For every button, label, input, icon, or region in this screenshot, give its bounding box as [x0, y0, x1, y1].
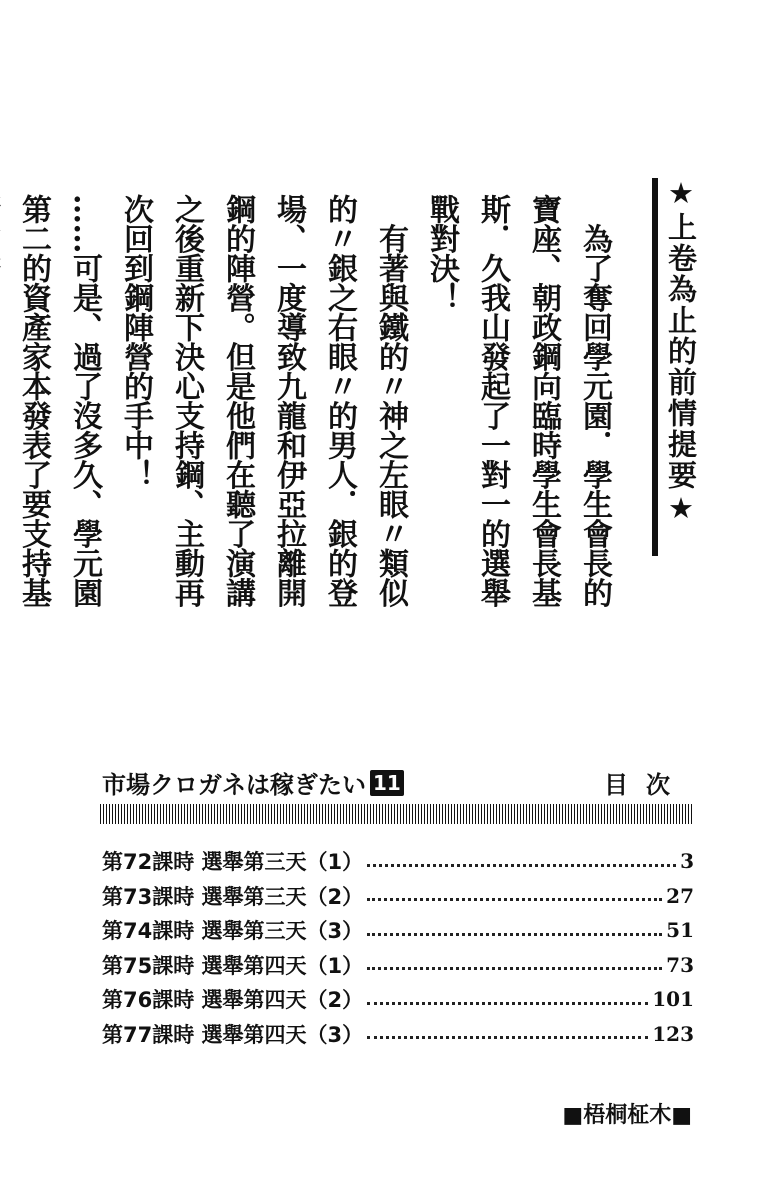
book-title-text: 市場クロガネは稼ぎたい [102, 771, 366, 799]
toc-label: 目次 [604, 771, 688, 799]
book-title [102, 765, 404, 800]
toc-entry[interactable] [102, 1017, 694, 1052]
heading-rule [652, 178, 658, 556]
summary-paragraph: ……可是、過了沒多久、學元園第二的資產家本發表了要支持基 [16, 194, 102, 607]
page-number: 3 [680, 849, 694, 874]
chapter-title: 第76課時 選舉第四天（2） [102, 988, 364, 1013]
chapter-title: 第74課時 選舉第三天（3） [102, 919, 364, 944]
chapter-title: 第72課時 選舉第三天（1） [102, 850, 364, 875]
page-number: 101 [652, 987, 694, 1012]
leader-dots [367, 967, 662, 970]
page-number: 123 [652, 1021, 694, 1046]
toc-entry[interactable] [102, 844, 694, 879]
leader-dots [367, 1002, 648, 1005]
toc-entry[interactable] [102, 948, 694, 983]
summary-heading: ★上卷為止的前情提要★ [664, 176, 698, 527]
toc-list [102, 844, 694, 1051]
toc-entry[interactable] [102, 879, 694, 914]
chapter-title: 第77課時 選舉第四天（3） [102, 1022, 364, 1047]
summary-paragraph: 為了奪回學元園．學生會長的寶座、朝政鋼向臨時學生會長基斯．久我山發起了一對一的選舉戰對決！ [424, 194, 612, 607]
summary-paragraph: 有著與鐵的〃神之左眼〃類似的〃銀之右眼〃的男人．銀的登場、一度導致九龍和伊亞拉離開鋼的陣營。但是他們在聽了演講之後重新下決心支持鋼、主動再次回到鋼陣營的手中！ [118, 194, 408, 607]
chapter-title: 第73課時 選舉第三天（2） [102, 884, 364, 909]
leader-dots [367, 864, 676, 867]
page-number: 51 [666, 918, 694, 943]
page-number: 27 [666, 883, 694, 908]
toc-entry[interactable] [102, 913, 694, 948]
author-name: ■梧桐柾木■ [562, 1103, 692, 1128]
page-number: 73 [666, 952, 694, 977]
leader-dots [367, 1036, 648, 1039]
chapter-title: 第75課時 選舉第四天（1） [102, 953, 364, 978]
toc-header [102, 765, 694, 799]
leader-dots [367, 933, 662, 936]
story-summary [0, 194, 620, 634]
hatched-divider [100, 804, 694, 824]
leader-dots [367, 898, 662, 901]
toc-entry[interactable] [102, 982, 694, 1017]
volume-badge: 11 [370, 770, 404, 796]
